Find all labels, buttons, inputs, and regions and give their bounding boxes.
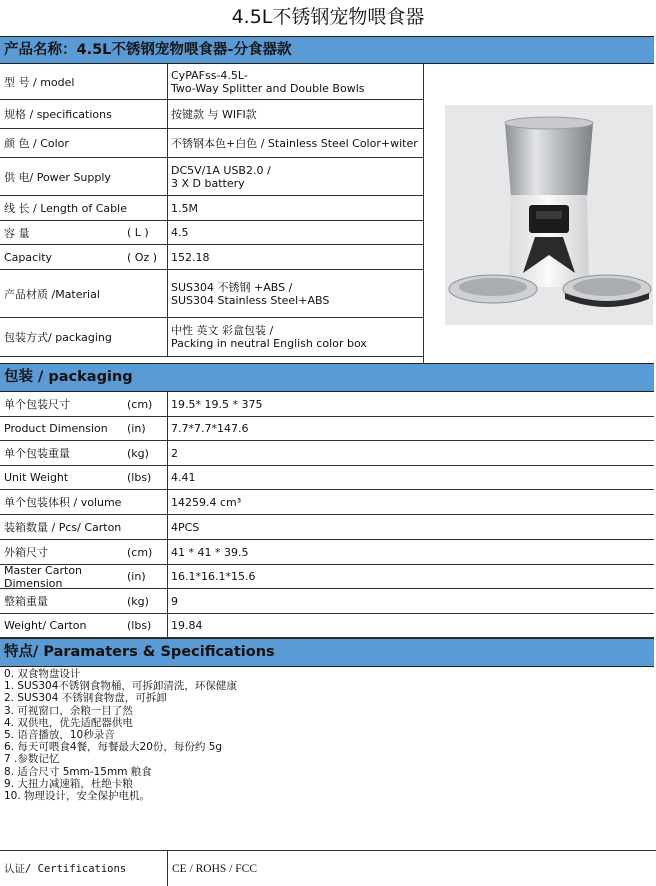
row-label-cell: [0, 515, 168, 539]
table-row: [0, 270, 424, 318]
row-unit: (lbs): [127, 471, 152, 484]
row-label: 外箱尺寸: [4, 546, 48, 559]
row-label: 线 长 / Length of Cable: [4, 202, 127, 215]
row-label-cell: [0, 417, 168, 440]
row-label-cell: [0, 245, 168, 269]
row-value: Two-Way Splitter and Double Bowls: [171, 81, 365, 95]
row-value-cell: [168, 466, 196, 489]
row-value: 4.5: [171, 226, 189, 239]
feature-item: 7 .参数记忆: [4, 753, 60, 766]
row-unit: (cm): [127, 545, 153, 559]
row-label-cell: [0, 466, 168, 489]
table-row: [0, 515, 654, 540]
feature-item: 1. SUS304不锈钢食物桶，可拆卸清洗，环保健康: [4, 680, 237, 693]
row-value: 4.41: [171, 471, 196, 484]
row-value: SUS304 不锈钢 +ABS /: [171, 280, 293, 294]
row-label: 包装方式/ packaging: [4, 331, 112, 344]
row-value-cell: [168, 417, 248, 440]
row-label: 产品材质 /Material: [4, 287, 100, 301]
feature-item: 0. 双食物盘设计: [4, 668, 81, 680]
product-table-divider: [423, 64, 424, 363]
row-unit: ( Oz ): [127, 250, 158, 264]
row-value-cell: [168, 490, 241, 514]
row-value: SUS304 Stainless Steel+ABS: [171, 293, 330, 307]
row-value-cell: [168, 196, 198, 220]
feature-item: 3. 可视窗口，余粮一目了然: [4, 704, 133, 717]
feature-item: 4. 双供电，优先适配器供电: [4, 716, 133, 729]
row-label: 供 电/ Power Supply: [4, 170, 111, 184]
row-value-cell: [168, 515, 199, 539]
row-label-cell: [0, 221, 168, 244]
row-unit: (kg): [127, 594, 149, 608]
table-row: [0, 417, 654, 441]
row-value: 7.7*7.7*147.6: [171, 422, 249, 435]
row-unit: (kg): [127, 446, 149, 460]
features-section-title: 特点/ Paramaters & Specifications: [4, 644, 275, 660]
row-label: Weight/ Carton: [4, 619, 87, 632]
row-value-cell: [168, 129, 418, 157]
row-value: 1.5M: [171, 201, 198, 215]
row-label: Capacity: [4, 250, 53, 264]
row-label-cell: [0, 490, 168, 514]
row-value-cell: [168, 614, 203, 637]
row-unit: (in): [127, 570, 146, 583]
row-unit: (in): [127, 422, 146, 435]
feature-item: 6. 每天可喂食4餐，每餐最大20份，每份约 5g: [4, 741, 223, 754]
table-row: [0, 589, 654, 614]
table-row: [0, 466, 654, 490]
row-value: 152.18: [171, 250, 210, 264]
table-row: [0, 158, 424, 196]
row-value-cell: [168, 589, 178, 613]
features-section-header: [0, 638, 654, 667]
table-row: [0, 64, 424, 100]
row-value: 16.1*16.1*15.6: [171, 570, 256, 583]
table-row: [0, 245, 424, 270]
row-value-cell: [168, 392, 262, 416]
row-value: 2: [171, 446, 178, 460]
page-title: 4.5L不锈钢宠物喂食器: [231, 6, 425, 28]
table-row: [0, 129, 424, 158]
row-label-cell: [0, 129, 168, 157]
row-value-cell: [168, 245, 210, 269]
row-label-cell: [0, 614, 168, 637]
row-label: 型 号 / model: [4, 75, 75, 89]
row-value: 19.5* 19.5 * 375: [171, 397, 263, 411]
row-value-cell: [168, 318, 367, 356]
row-label-cell: [0, 540, 168, 564]
cert-label: 认证/ Certifications: [0, 851, 168, 886]
row-label: 单个包装尺寸: [4, 398, 70, 411]
row-label: 容 量: [4, 226, 30, 240]
row-value-cell: [168, 158, 271, 195]
packaging-section-header: [0, 363, 654, 392]
row-unit: (cm): [127, 397, 153, 411]
feature-item: 9. 大扭力减速箱，杜绝卡粮: [4, 777, 133, 790]
row-label: 装箱数量 / Pcs/ Carton: [4, 521, 122, 534]
row-value: 9: [171, 594, 178, 608]
row-value: 3 X D battery: [171, 176, 245, 190]
row-label-cell: [0, 318, 168, 356]
table-row: [0, 318, 424, 357]
row-value-cell: [168, 64, 365, 99]
row-label: Master Carton Dimension: [4, 563, 83, 590]
row-label: 规格 / specifications: [4, 108, 112, 121]
product-section-title: 产品名称：4.5L不锈钢宠物喂食器-分食器款: [4, 42, 292, 58]
certifications-row: [0, 850, 656, 886]
feature-item: 8. 适合尺寸 5mm-15mm 粮食: [4, 765, 152, 778]
row-value: CyPAFss-4.5L-: [171, 68, 248, 82]
row-value: 中性 英文 彩盒包装 /: [171, 324, 274, 337]
table-row: [0, 540, 654, 565]
table-row: [0, 196, 424, 221]
table-row: [0, 100, 424, 129]
row-label-cell: [0, 270, 168, 317]
row-value: 不锈钢本色+白色 / Stainless Steel Color+witer: [171, 136, 418, 150]
row-value: DC5V/1A USB2.0 /: [171, 163, 271, 177]
row-unit: ( L ): [127, 226, 149, 239]
row-value: 41 * 41 * 39.5: [171, 545, 249, 559]
row-unit: (lbs): [127, 619, 152, 632]
table-row: [0, 490, 654, 515]
row-value-cell: [168, 221, 189, 244]
row-label: 颜 色 / Color: [4, 137, 69, 150]
row-label: 整箱重量: [4, 595, 48, 608]
feature-item: 5. 语音播放，10秒录音: [4, 729, 115, 742]
row-label-cell: [0, 158, 168, 195]
product-section-header: [0, 36, 654, 64]
row-label-cell: [0, 565, 168, 588]
row-value-cell: [168, 540, 248, 564]
cert-value: CE / ROHS / FCC: [172, 862, 257, 875]
row-label-cell: [0, 392, 168, 416]
row-value-cell: [168, 270, 329, 317]
row-label-cell: [0, 196, 168, 220]
packaging-section-title: 包装 / packaging: [4, 369, 133, 385]
table-row: [0, 221, 424, 245]
row-label: Unit Weight: [4, 471, 69, 484]
row-value-cell: [168, 441, 178, 465]
feature-item: 2. SUS304 不锈钢食物盘，可拆卸: [4, 692, 167, 705]
row-value: 4PCS: [171, 520, 200, 534]
row-label-cell: [0, 441, 168, 465]
row-value: 19.84: [171, 619, 203, 632]
row-value: 14259.4 cm³: [171, 495, 242, 509]
row-value-cell: [168, 565, 255, 588]
row-value: 按键款 与 WIFI款: [171, 107, 257, 121]
row-label-cell: [0, 100, 168, 128]
row-label-cell: [0, 589, 168, 613]
row-label: 单个包装重量: [4, 447, 70, 460]
feature-item: 10. 物理设计，安全保护电机。: [4, 790, 151, 803]
row-label: 单个包装体积 / volume: [4, 496, 122, 509]
table-row: [0, 565, 654, 589]
table-row: [0, 614, 654, 638]
row-value: Packing in neutral English color box: [171, 337, 367, 350]
row-label: Product Dimension: [4, 422, 108, 435]
product-photo: [445, 105, 653, 325]
table-row: [0, 441, 654, 466]
row-value-cell: [168, 100, 257, 128]
features-list: [4, 668, 237, 802]
row-label-cell: [0, 64, 168, 99]
table-row: [0, 392, 654, 417]
